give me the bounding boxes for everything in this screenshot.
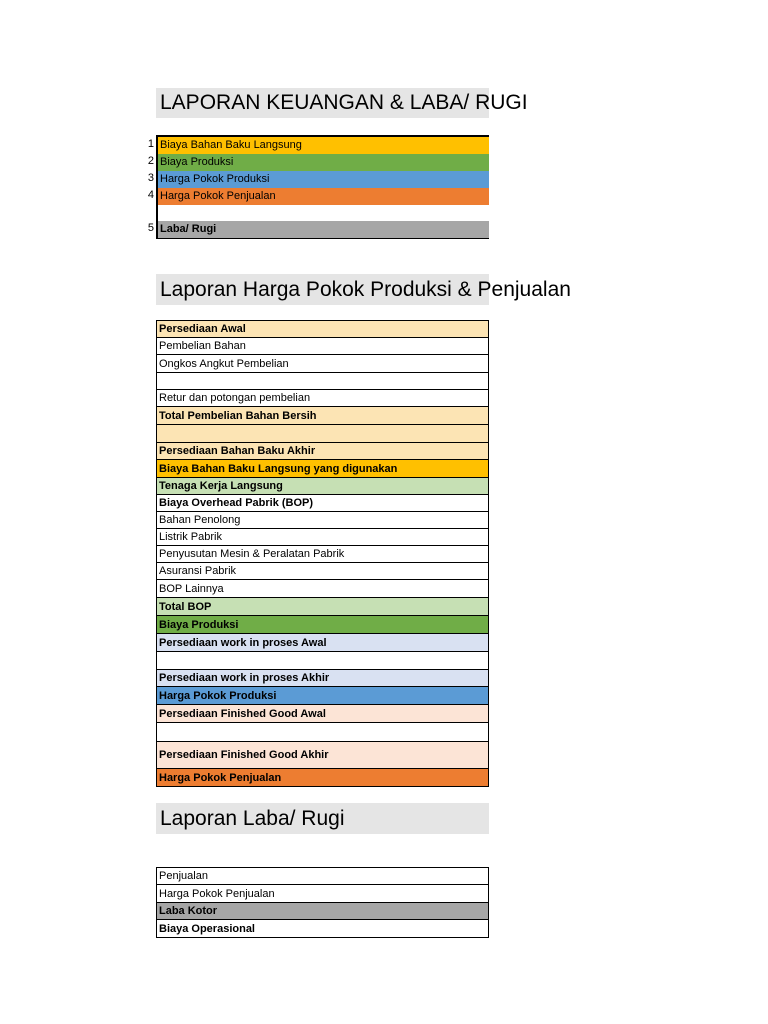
summary-num-3: 3 (147, 172, 154, 184)
table-row[interactable] (156, 511, 489, 529)
table-row[interactable] (156, 354, 489, 373)
cell-label: Harga Pokok Penjualan (159, 887, 275, 900)
cell-label: Harga Pokok Produksi (159, 689, 277, 702)
summary-num-4: 4 (147, 189, 154, 201)
cell-label: Tenaga Kerja Langsung (159, 480, 283, 492)
cell-label: Listrik Pabrik (159, 531, 222, 543)
summary-label: Laba/ Rugi (160, 223, 217, 235)
table-row[interactable] (156, 442, 489, 460)
table-row[interactable] (156, 704, 489, 723)
summary-label: Harga Pokok Penjualan (160, 190, 276, 202)
table-row[interactable] (156, 389, 489, 407)
cell-label: Asuransi Pabrik (159, 565, 237, 577)
table-row[interactable] (156, 372, 489, 390)
table-row[interactable] (156, 459, 489, 478)
cell-label: Penyusutan Mesin & Peralatan Pabrik (159, 548, 345, 560)
table-row[interactable] (156, 919, 489, 938)
cell-label: Persediaan Bahan Baku Akhir (159, 445, 316, 457)
cell-label: Total BOP (159, 600, 212, 613)
table-row[interactable] (156, 424, 489, 443)
summary-num-1: 1 (147, 138, 154, 150)
cell-label: Pembelian Bahan (159, 340, 246, 352)
summary-row-hpp[interactable] (158, 171, 489, 188)
cell-label: Total Pembelian Bahan Bersih (159, 409, 317, 422)
report-title (156, 88, 528, 118)
table-row[interactable] (156, 867, 489, 885)
cell-label: Persediaan work in proses Awal (159, 636, 327, 649)
cell-label: BOP Lainnya (159, 582, 224, 595)
table-row[interactable] (156, 741, 489, 769)
summary-num-2: 2 (147, 155, 154, 167)
laba-rugi-title (156, 803, 489, 834)
summary-row-laba-rugi[interactable] (158, 221, 489, 238)
table-row[interactable] (156, 562, 489, 580)
table-row[interactable] (156, 477, 489, 495)
cell-label: Persediaan Finished Good Akhir (159, 749, 329, 761)
table-row[interactable] (156, 320, 489, 338)
table-row[interactable] (156, 669, 489, 687)
cell-label: Persediaan Finished Good Awal (159, 707, 326, 720)
cell-label: Persediaan work in proses Akhir (159, 672, 330, 684)
table-row[interactable] (156, 768, 489, 787)
table-row[interactable] (156, 615, 489, 634)
summary-label: Biaya Produksi (160, 156, 234, 168)
hpp-report-title-text: Laporan Harga Pokok Produksi & Penjualan (160, 278, 571, 301)
cell-label: Harga Pokok Penjualan (159, 771, 282, 784)
summary-label: Harga Pokok Produksi (160, 173, 270, 185)
cell-label: Penjualan (159, 870, 208, 882)
table-row[interactable] (156, 528, 489, 546)
cell-label: Retur dan potongan pembelian (159, 392, 311, 404)
cell-label: Biaya Overhead Pabrik (BOP) (159, 497, 314, 509)
cell-label: Ongkos Angkut Pembelian (159, 357, 289, 370)
cell-label: Biaya Produksi (159, 618, 239, 631)
table-row[interactable] (156, 884, 489, 903)
table-row[interactable] (156, 579, 489, 598)
report-title-text: LAPORAN KEUANGAN & LABA/ RUGI (160, 91, 528, 114)
summary-label: Biaya Bahan Baku Langsung (160, 139, 302, 151)
table-row[interactable] (156, 337, 489, 355)
table-row[interactable] (156, 686, 489, 705)
table-row[interactable] (156, 651, 489, 670)
summary-row-biaya-produksi[interactable] (158, 154, 489, 171)
summary-table (156, 135, 489, 239)
cell-label: Biaya Operasional (159, 922, 255, 935)
cell-label: Biaya Bahan Baku Langsung yang digunakan (159, 462, 398, 475)
cell-label: Laba Kotor (159, 905, 218, 917)
table-row[interactable] (156, 722, 489, 742)
laba-rugi-title-text: Laporan Laba/ Rugi (160, 807, 345, 830)
cell-label: Persediaan Awal (159, 323, 246, 335)
table-row[interactable] (156, 633, 489, 652)
cell-label: Bahan Penolong (159, 514, 241, 526)
table-row[interactable] (156, 545, 489, 563)
table-row[interactable] (156, 494, 489, 512)
summary-num-5: 5 (147, 222, 154, 234)
summary-row-biaya-bahan-baku[interactable] (158, 137, 489, 154)
table-row[interactable] (156, 597, 489, 616)
summary-row-hpp-penjualan[interactable] (158, 188, 489, 205)
table-row[interactable] (156, 902, 489, 920)
hpp-report-title (156, 274, 571, 305)
table-row[interactable] (156, 406, 489, 425)
